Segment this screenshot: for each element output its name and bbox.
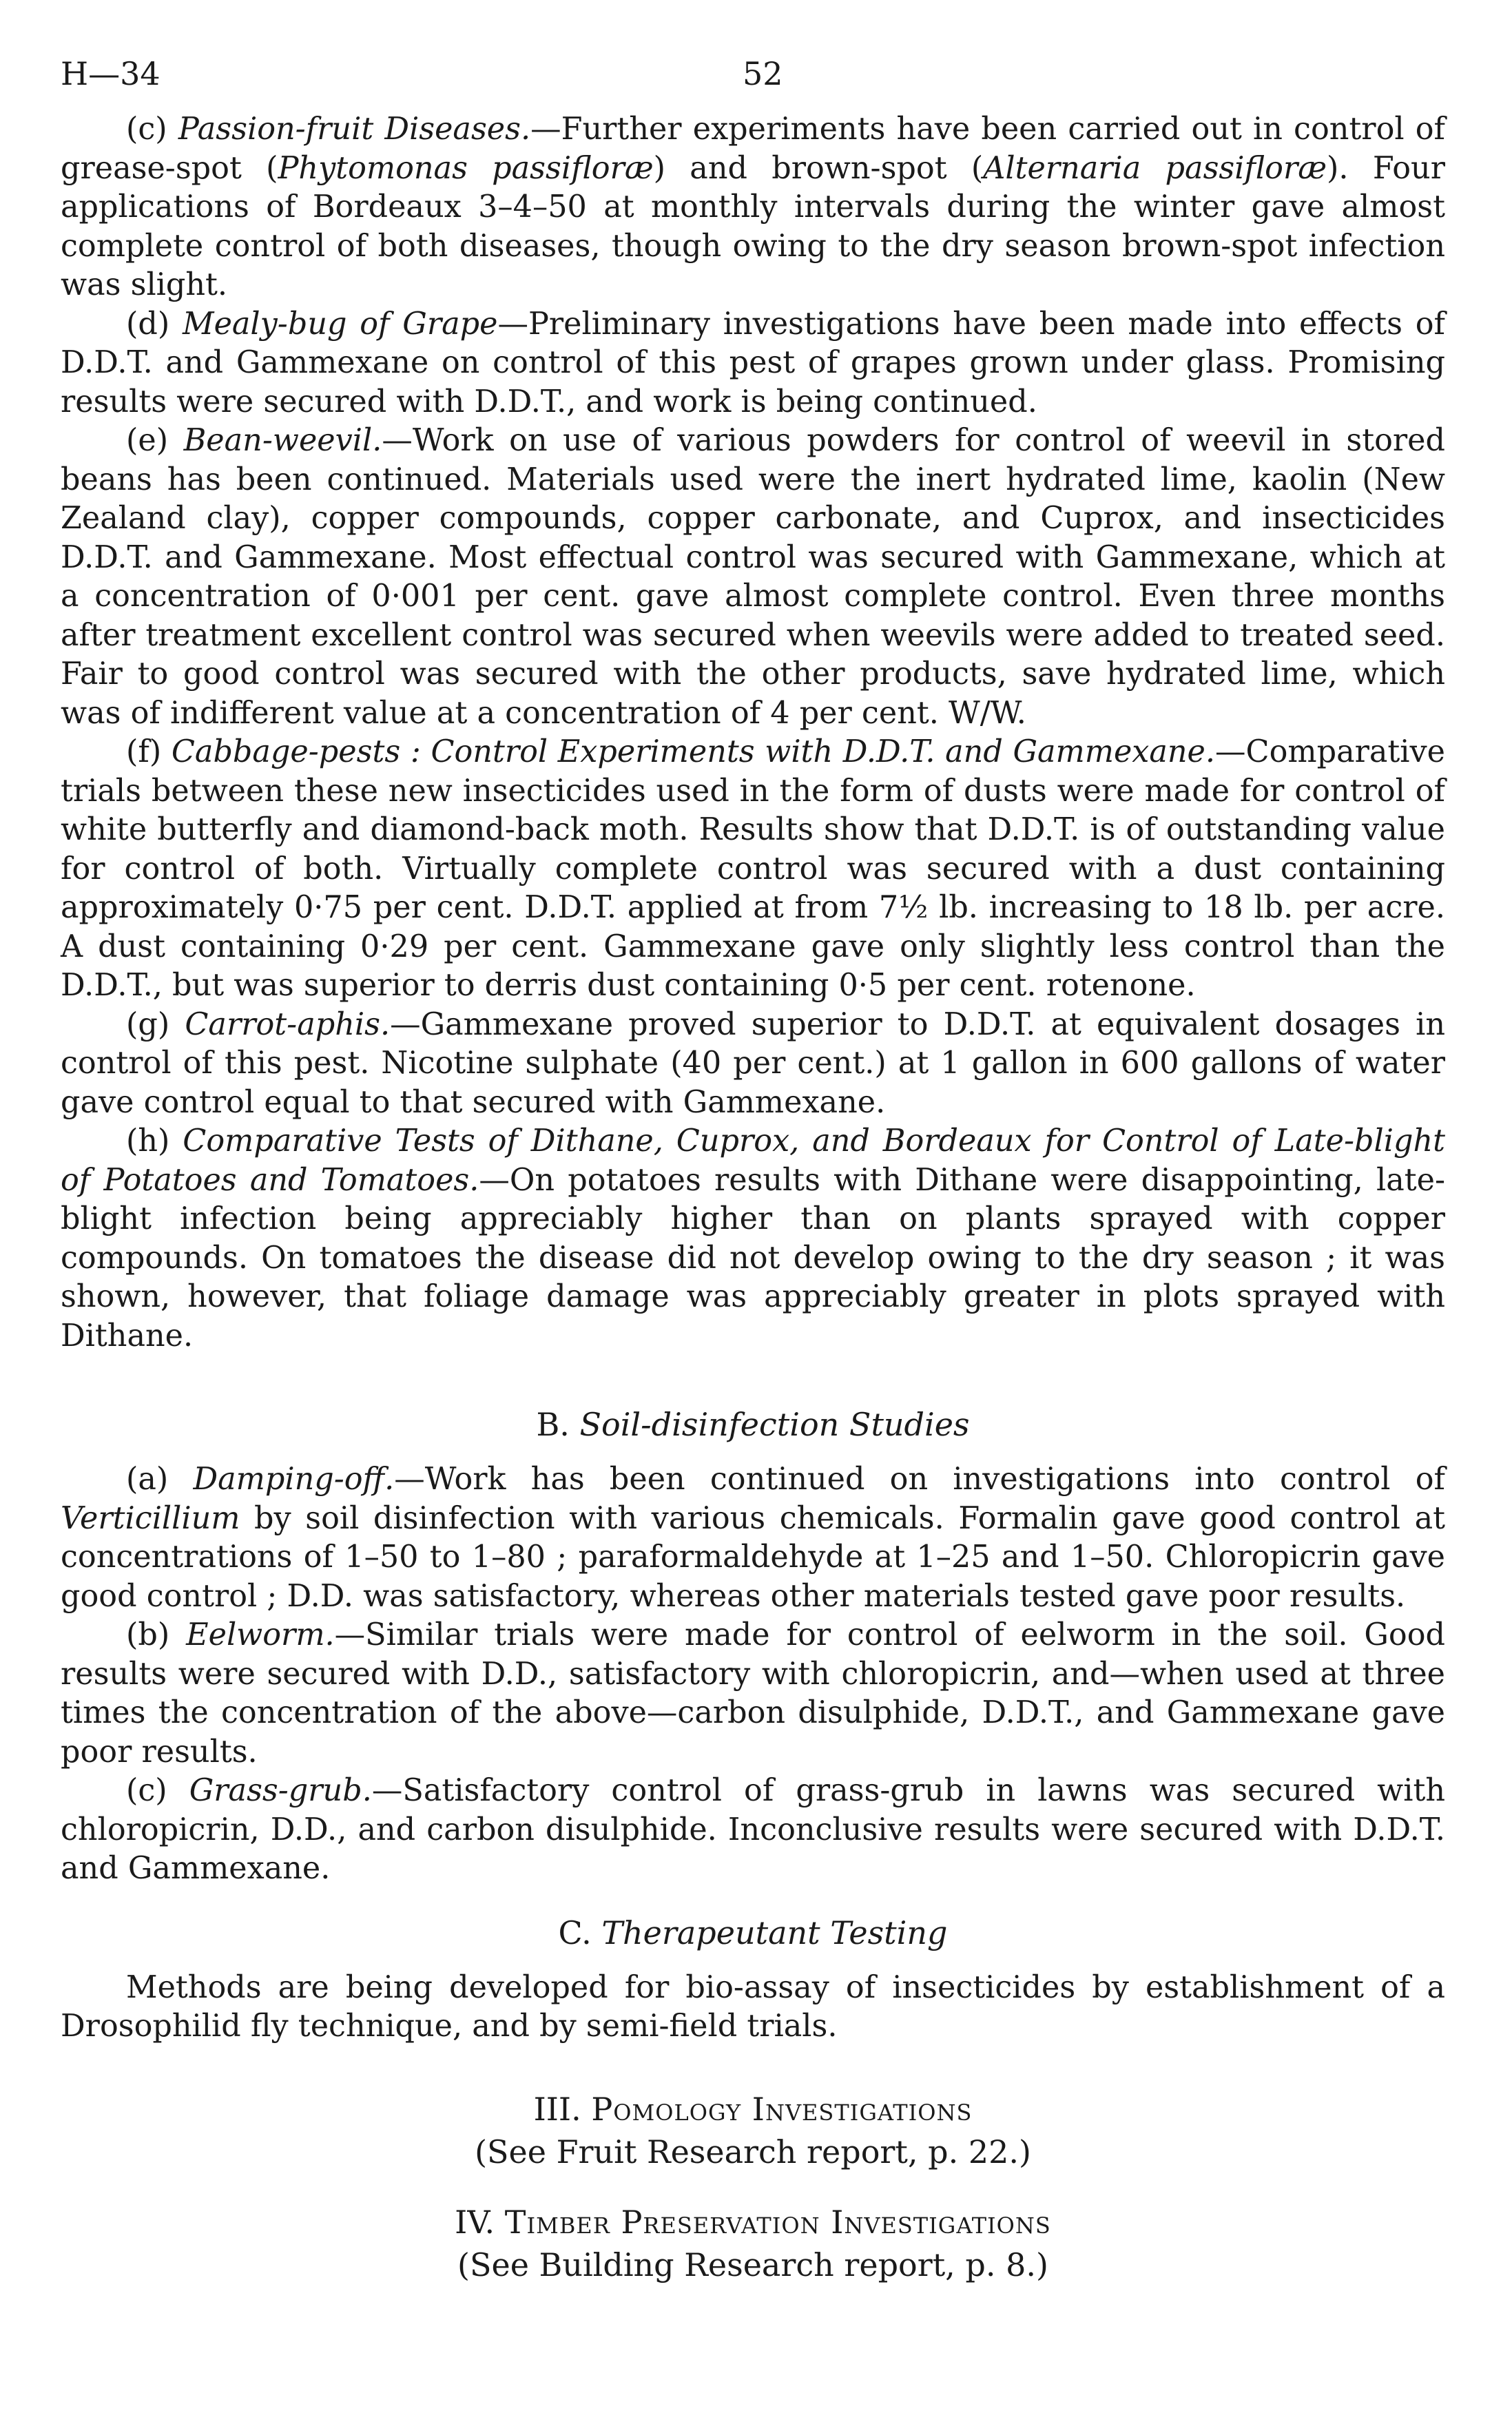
item-title: Eelworm. bbox=[186, 1617, 335, 1652]
section-c-heading bbox=[61, 1914, 1445, 1952]
paragraph-passion-fruit-diseases bbox=[61, 110, 1445, 305]
item-label: (h) bbox=[126, 1123, 170, 1159]
item-label: (b) bbox=[126, 1617, 170, 1652]
page-number: 52 bbox=[743, 55, 783, 92]
item-label: (c) bbox=[126, 1773, 167, 1808]
item-body: —Further experiments have been carried out in control of grease-spot ( bbox=[61, 112, 1446, 186]
item-title: Mealy-bug of Grape bbox=[183, 306, 498, 342]
item-label: (f) bbox=[126, 734, 162, 769]
section-title: Timber Preservation Investigations bbox=[504, 2203, 1051, 2241]
section-numeral: III. bbox=[533, 2090, 581, 2128]
section-iii-heading bbox=[61, 2088, 1445, 2131]
item-body: —Comparative trials between these new insecticides used in the form of dusts were made for control of white butterfly and diamond-back moth. Results show that D.D.T. is of outstanding value for control of both. Virtually complete control was secured with a dust containing approximately 0·75 per cent. D.D.T. applied at from 7½ lb. increasing to 18 lb. per acre. A dust containing 0·29 per cent. Gammexane gave only slightly less control than the D.D.T., but was superior to derris dust containing 0·5 per cent. rotenone. bbox=[61, 734, 1445, 1003]
document-reference: H—34 bbox=[61, 55, 160, 92]
item-body: —Gammexane proved superior to D.D.T. at equivalent dosages in control of this pest. Nicotine sulphate (40 per cent.) at 1 gallon in 600 gallons of water gave control equal to that secured with Gammexane. bbox=[61, 1006, 1445, 1120]
document-page bbox=[61, 55, 1445, 2286]
paragraph-comparative-tests bbox=[61, 1122, 1445, 1356]
section-reference: (See Fruit Research report, p. 22.) bbox=[475, 2133, 1031, 2170]
paragraph-therapeutant-testing: Methods are being developed for bio-assay of insecticides by establishment of a Drosophilid fly technique, and by semi-field trials. bbox=[61, 1969, 1445, 2044]
paragraph-carrot-aphis bbox=[61, 1006, 1445, 1123]
species-name: Alternaria passifloræ bbox=[983, 150, 1327, 186]
paragraph-damping-off bbox=[61, 1460, 1445, 1616]
item-body: —Work has been continued on investigations into control of bbox=[394, 1462, 1445, 1497]
paragraph-cabbage-pests bbox=[61, 733, 1445, 1006]
section-iii-block bbox=[61, 2088, 1445, 2173]
section-iv-block bbox=[61, 2201, 1445, 2286]
paragraph-bean-weevil bbox=[61, 422, 1445, 733]
item-title: Bean-weevil. bbox=[183, 423, 382, 458]
item-title: Passion-fruit Diseases. bbox=[178, 112, 531, 147]
item-body: by soil disinfection with various chemicals. Formalin gave good control at concentrations of 1–50 to 1–80 ; paraformaldehyde at 1–25 and 1–50. Chloropicrin gave good control ; D.D. was satisfactory, whereas other materials tested gave poor results. bbox=[61, 1500, 1445, 1614]
item-body: —Satisfactory control of grass-grub in lawns was secured with chloropicrin, D.D., and carbon disulphide. Inconclusive results were secured with D.D.T. and Gammexane. bbox=[61, 1773, 1445, 1886]
paragraph-eelworm bbox=[61, 1616, 1445, 1772]
item-body: ). Four applications of Bordeaux 3–4–50 at monthly intervals during the winter gave almost complete control of both diseases, though owing to the dry season brown-spot infection was slight. bbox=[61, 150, 1445, 302]
section-letter: C. bbox=[558, 1914, 592, 1951]
item-label: (d) bbox=[126, 306, 170, 342]
page-header bbox=[61, 55, 1445, 110]
item-title: Comparative Tests of Dithane, Cuprox, and Bordeaux for Control of Late-blight of Potatoes and Tomatoes. bbox=[61, 1123, 1445, 1198]
section-b-heading bbox=[61, 1405, 1445, 1444]
item-label: (g) bbox=[126, 1006, 170, 1042]
item-title: Carrot-aphis. bbox=[185, 1006, 391, 1042]
item-title: Damping-off. bbox=[193, 1462, 395, 1497]
species-name: Verticillium bbox=[61, 1500, 240, 1536]
species-name: Phytomonas passifloræ bbox=[278, 150, 654, 186]
item-body: —On potatoes results with Dithane were disappointing, late-blight infection being appreciably higher than on plants sprayed with copper compounds. On tomatoes the disease did not develop owing to the dry season ; it was shown, however, that foliage damage was appreciably greater in plots sprayed with Dithane. bbox=[61, 1162, 1445, 1354]
section-b-items bbox=[61, 1460, 1445, 1889]
paragraph-grass-grub bbox=[61, 1772, 1445, 1889]
section-letter: B. bbox=[536, 1406, 570, 1443]
item-body: —Preliminary investigations have been made into effects of D.D.T. and Gammexane on control of this pest of grapes grown under glass. Promising results were secured with D.D.T., and work is being continued. bbox=[61, 306, 1445, 419]
section-title: Therapeutant Testing bbox=[601, 1914, 948, 1951]
item-title: Grass-grub. bbox=[189, 1773, 372, 1808]
item-label: (a) bbox=[126, 1462, 169, 1497]
section-numeral: IV. bbox=[455, 2203, 495, 2241]
item-label: (e) bbox=[126, 423, 169, 458]
paragraph-mealy-bug-of-grape bbox=[61, 305, 1445, 422]
section-title: Soil-disinfection Studies bbox=[579, 1406, 970, 1443]
section-iv-heading bbox=[61, 2201, 1445, 2244]
section-title: Pomology Investigations bbox=[591, 2090, 973, 2128]
item-body: —Similar trials were made for control of eelworm in the soil. Good results were secured with D.D., satisfactory with chloropicrin, and—when used at three times the concentration of the above—carbon disulphide, D.D.T., and Gammexane gave poor results. bbox=[61, 1617, 1445, 1770]
section-a-items bbox=[61, 110, 1445, 1356]
item-title: Cabbage-pests : Control Experiments with D.D.T. and Gammexane. bbox=[171, 734, 1216, 769]
item-body: —Work on use of various powders for control of weevil in stored beans has been continued. Materials used were the inert hydrated lime, kaolin (New Zealand clay), copper compounds, copper carbonate, and Cuprox, and insecticides D.D.T. and Gammexane. Most effectual control was secured with Gammexane, which at a concentration of 0·001 per cent. gave almost complete control. Even three months after treatment excellent control was secured when weevils were added to treated seed. Fair to good control was secured with the other products, save hydrated lime, which was of indifferent value at a concentration of 4 per cent. W/W. bbox=[61, 423, 1446, 731]
item-body: ) and brown-spot ( bbox=[653, 150, 984, 186]
item-label: (c) bbox=[126, 112, 167, 147]
section-reference: (See Building Research report, p. 8.) bbox=[457, 2246, 1048, 2283]
